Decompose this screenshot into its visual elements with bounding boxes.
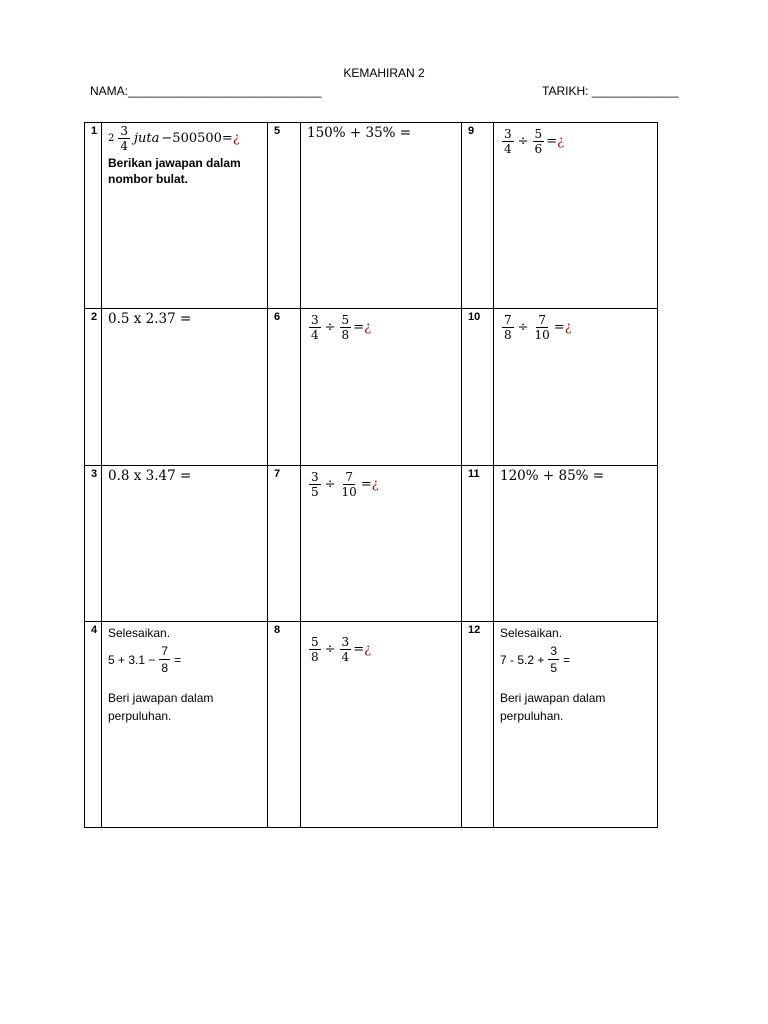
question-5-expression: 150% + 35% = bbox=[307, 125, 412, 141]
grid-row-3 bbox=[85, 466, 658, 622]
question-6 bbox=[301, 309, 462, 466]
answer-placeholder: ¿ bbox=[364, 642, 372, 657]
question-8 bbox=[301, 622, 462, 828]
question-7-expression: $\frac{3}{5}$ ÷ $\frac{7}{10}$ = ¿ bbox=[311, 470, 379, 499]
date-field-label: TARIKH: _____________ bbox=[542, 84, 679, 98]
question-number-2: 2 bbox=[85, 309, 102, 466]
question-number-5: 5 bbox=[268, 123, 301, 309]
question-11 bbox=[494, 466, 658, 622]
answer-placeholder: ¿ bbox=[371, 477, 379, 492]
question-1 bbox=[102, 123, 268, 309]
answer-placeholder: ¿ bbox=[564, 320, 572, 335]
question-number-4: 4 bbox=[85, 622, 102, 828]
question-6-expression: $\frac{3}{4}$ ÷ $\frac{5}{8}$ = ¿ bbox=[311, 313, 372, 342]
question-grid bbox=[84, 122, 658, 828]
question-9 bbox=[494, 123, 658, 309]
question-4-expression: 5 + 3.1 − $\frac{7}{8}$ = bbox=[108, 644, 182, 675]
question-12-expression: 7 - 5.2 + $\frac{3}{5}$ = bbox=[500, 644, 571, 675]
question-number-8: 8 bbox=[268, 622, 301, 828]
question-number-10: 10 bbox=[462, 309, 494, 466]
question-number-11: 11 bbox=[462, 466, 494, 622]
question-12 bbox=[494, 622, 658, 828]
answer-placeholder: ¿ bbox=[557, 134, 565, 149]
question-number-6: 6 bbox=[268, 309, 301, 466]
question-8-expression: $\frac{5}{8}$ ÷ $\frac{3}{4}$ = ¿ bbox=[311, 635, 372, 664]
worksheet-title: KEMAHIRAN 2 bbox=[343, 66, 425, 80]
question-2-expression: 0.5 x 2.37 = bbox=[108, 311, 192, 327]
answer-placeholder: ¿ bbox=[364, 320, 372, 335]
question-7 bbox=[301, 466, 462, 622]
question-number-3: 3 bbox=[85, 466, 102, 622]
question-2 bbox=[102, 309, 268, 466]
name-field-label: NAMA:_____________________________ bbox=[90, 84, 322, 98]
question-12-intro: Selesaikan. bbox=[500, 626, 563, 640]
question-1-instruction: Berikan jawapan dalam nombor bulat. bbox=[108, 156, 241, 186]
question-9-expression: $\frac{3}{4}$ ÷ $\frac{5}{6}$ = ¿ bbox=[504, 127, 565, 156]
question-number-9: 9 bbox=[462, 123, 494, 309]
question-12-instruction: Beri jawapan dalam perpuluhan. bbox=[500, 691, 606, 723]
question-5 bbox=[301, 123, 462, 309]
question-number-7: 7 bbox=[268, 466, 301, 622]
question-4-instruction: Beri jawapan dalam perpuluhan. bbox=[108, 691, 214, 723]
question-1-expression: 2 $\frac{3}{4}$ juta −500500= ¿ bbox=[108, 124, 240, 153]
question-4-intro: Selesaikan. bbox=[108, 626, 171, 640]
question-3 bbox=[102, 466, 268, 622]
question-number-1: 1 bbox=[85, 123, 102, 309]
fraction: $\frac{3}{4}$ bbox=[120, 124, 129, 153]
answer-placeholder: ¿ bbox=[232, 131, 240, 146]
question-number-12: 12 bbox=[462, 622, 494, 828]
question-11-expression: 120% + 85% = bbox=[500, 468, 605, 484]
question-3-expression: 0.8 x 3.47 = bbox=[108, 468, 192, 484]
question-10 bbox=[494, 309, 658, 466]
grid-row-2 bbox=[85, 309, 658, 466]
question-10-expression: $\frac{7}{8}$ ÷ $\frac{7}{10}$ = ¿ bbox=[504, 313, 572, 342]
grid-row-4 bbox=[85, 622, 658, 828]
question-4 bbox=[102, 622, 268, 828]
grid-row-1 bbox=[85, 123, 658, 309]
